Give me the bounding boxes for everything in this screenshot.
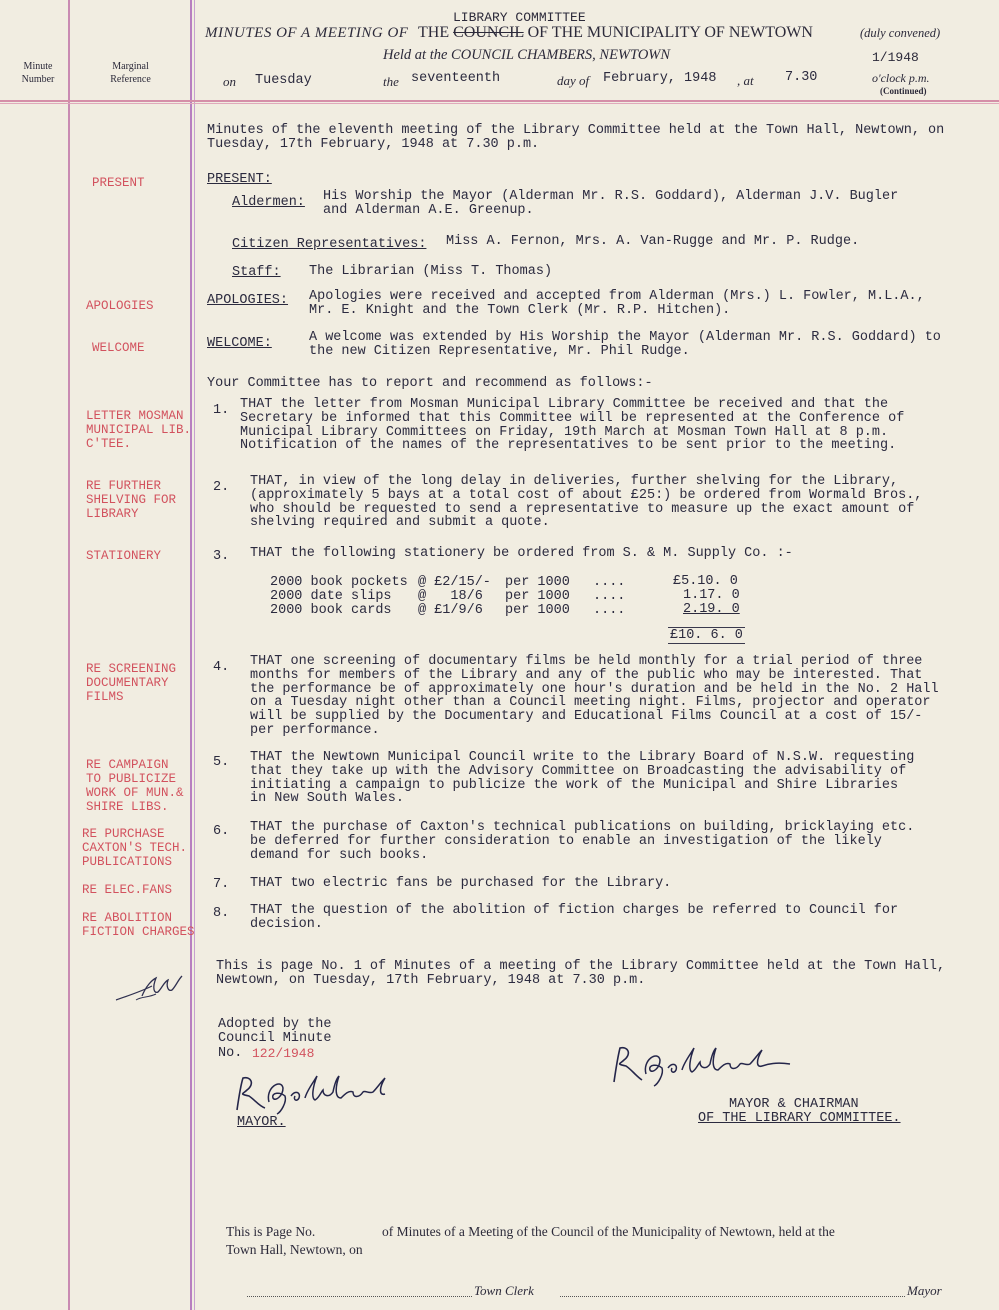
chairman-signature: [600, 1042, 810, 1090]
stationery-amount-1: £5.10. 0: [673, 574, 738, 589]
adopted-line-1: Adopted by the: [218, 1017, 332, 1032]
m5-line-1: RE CAMPAIGN: [86, 758, 169, 772]
welcome-heading: WELCOME:: [207, 336, 272, 351]
item-8-line-2: decision.: [250, 916, 323, 932]
mayor-dotline: [560, 1296, 905, 1297]
item-2-text: [250, 475, 922, 530]
council-title: [418, 24, 813, 42]
town-clerk-label: Town Clerk: [474, 1283, 534, 1298]
item-1-line-1: THAT the letter from Mosman Municipal Library Committee be received and that the: [240, 397, 889, 412]
initials-signature: [112, 970, 192, 1010]
oclock-label: o'clock p.m.: [872, 71, 930, 85]
intro-line-2: Tuesday, 17th February, 1948 at 7.30 p.m.: [207, 136, 540, 152]
margin-item-1: [86, 409, 191, 451]
page-note-line-1: This is page No. 1 of Minutes of a meeting of the Library Committee held at the Town Hall,: [216, 959, 946, 974]
item-1-line-2: Secretary be informed that this Committee will be represented at the Conference of: [240, 410, 905, 426]
report-intro: Your Committee has to report and recommend as follows:-: [207, 376, 653, 391]
item-8-number: 8.: [213, 906, 230, 921]
marginal-reference-rule: [190, 0, 192, 1310]
stationery-qty-3: 2000 book cards: [270, 603, 392, 618]
day-of-label: day of: [557, 73, 590, 88]
item-6-number: 6.: [213, 824, 230, 839]
item-1-line-3: Municipal Library Committees on Friday, 19th March at Mosman Town Hall at 8 p.m.: [240, 424, 889, 440]
item-6-line-2: be deferred for further consideration to enable an investigation of the likely: [250, 833, 882, 849]
header-rule: [0, 100, 999, 102]
margin-item-5: [86, 758, 184, 814]
stationery-per-3: per 1000: [505, 603, 570, 618]
duly-convened-label: (duly convened): [860, 26, 941, 40]
margin-item-4: [86, 662, 176, 704]
marginal-reference-column-heading: [78, 60, 183, 86]
col-number: Number: [21, 74, 55, 85]
item-5-number: 5.: [213, 755, 230, 770]
m1-line-2: MUNICIPAL LIB.: [86, 423, 192, 437]
day-ordinal: seventeenth: [411, 71, 501, 86]
item-8-text: [250, 904, 898, 932]
item-4-line-2: months for members of the Library and any of the public who may be interested. That: [250, 667, 923, 683]
welcome-line-2: the new Citizen Representative, Mr. Phil Rudge.: [309, 343, 690, 359]
m5-line-4: SHIRE LIBS.: [86, 800, 169, 814]
item-3-number: 3.: [213, 549, 230, 564]
margin-item-8: [82, 911, 195, 939]
council-prefix: THE: [418, 24, 450, 41]
citizen-text: Miss A. Fernon, Mrs. A. Van-Rugge and Mr. P. Rudge.: [446, 234, 860, 249]
m6-line-3: PUBLICATIONS: [82, 855, 173, 869]
item-6-text: [250, 821, 914, 862]
stationery-per-1: per 1000: [505, 575, 570, 590]
chairman-label-1: MAYOR & CHAIRMAN: [729, 1097, 859, 1112]
stationery-amount-3: 2.19. 0: [683, 602, 740, 617]
col-minute: Minute: [23, 61, 53, 72]
item-4-text: [250, 655, 939, 738]
item-2-line-1: THAT, in view of the long delay in deliveries, further shelving for the Library,: [250, 474, 899, 489]
welcome-line-1: A welcome was extended by His Worship the Mayor (Alderman Mr. R.S. Goddard) to: [309, 330, 941, 345]
m5-line-2: TO PUBLICIZE: [86, 772, 177, 786]
stationery-qty-1: 2000 book pockets: [270, 575, 408, 590]
footer-line-1a: This is Page No.: [226, 1224, 316, 1239]
margin-present: PRESENT: [92, 176, 145, 190]
item-5-line-1: THAT the Newtown Municipal Council write to the Library Board of N.S.W. requesting: [250, 750, 915, 765]
item-2-line-2: (approximately 5 bays at a total cost of about £25:) be ordered from Wormald Bros.,: [250, 487, 923, 503]
stationery-rate-3: @ £1/9/6: [418, 603, 483, 618]
m8-line-1: RE ABOLITION: [82, 911, 173, 925]
stationery-rate-1: @ £2/15/-: [418, 575, 491, 590]
col-marginal: Marginal: [112, 61, 149, 72]
item-4-line-1: THAT one screening of documentary films be held monthly for a trial period of three: [250, 654, 923, 669]
item-1-text: [240, 398, 904, 453]
the-label: the: [383, 74, 399, 89]
page-reference: 1/1948: [872, 50, 919, 65]
footer-line-2: Town Hall, Newtown, on: [226, 1242, 363, 1257]
item-4-line-6: per performance.: [250, 722, 380, 738]
intro-line-1: Minutes of the eleventh meeting of the Library Committee held at the Town Hall, Newtown, on: [207, 123, 945, 138]
apologies-heading: APOLOGIES:: [207, 293, 289, 308]
adopted-line-2: Council Minute: [218, 1030, 332, 1046]
staff-text: The Librarian (Miss T. Thomas): [309, 264, 553, 279]
meeting-time: 7.30: [785, 70, 818, 85]
item-5-line-4: in New South Wales.: [250, 791, 404, 807]
margin-item-7: RE ELEC.FANS: [82, 883, 173, 897]
stationery-dots-2: ....: [593, 589, 626, 604]
item-5-line-2: that they take up with the Advisory Committee on Broadcasting the advisability of: [250, 763, 907, 779]
town-clerk-dotline: [247, 1296, 472, 1297]
aldermen-line-2: and Alderman A.E. Greenup.: [323, 202, 534, 218]
m2-line-2: SHELVING FOR: [86, 493, 177, 507]
margin-welcome: WELCOME: [92, 341, 145, 355]
continued-label: (Continued): [880, 86, 927, 96]
aldermen-text: [323, 190, 898, 218]
library-committee-title: LIBRARY COMMITTEE: [453, 10, 586, 25]
chairman-label-2: OF THE LIBRARY COMMITTEE.: [698, 1111, 901, 1126]
stationery-amount-2: 1.17. 0: [683, 588, 740, 603]
apologies-text: [309, 290, 925, 318]
apologies-line-2: Mr. E. Knight and the Town Clerk (Mr. R.P. Hitchen).: [309, 302, 731, 318]
m2-line-1: RE FURTHER: [86, 479, 162, 493]
item-7-number: 7.: [213, 877, 230, 892]
day-name: Tuesday: [255, 73, 312, 88]
adopted-no-label: No.: [218, 1046, 243, 1061]
m4-line-3: FILMS: [86, 690, 124, 704]
aldermen-label: Aldermen:: [232, 195, 305, 210]
item-2-number: 2.: [213, 480, 230, 495]
m2-line-3: LIBRARY: [86, 507, 139, 521]
municipality-title: OF THE MUNICIPALITY OF NEWTOWN: [527, 24, 813, 41]
margin-item-6: [82, 827, 187, 869]
item-1-number: 1.: [213, 403, 230, 418]
council-word: COUNCIL: [453, 24, 524, 41]
minutes-of-meeting-label: MINUTES OF A MEETING OF: [205, 25, 409, 41]
stationery-rate-2: @ 18/6: [418, 589, 483, 604]
welcome-text: [309, 331, 941, 359]
footer-line-1b: of Minutes of a Meeting of the Council of the Municipality of Newtown, held at the: [382, 1224, 835, 1239]
item-6-line-3: demand for such books.: [250, 847, 429, 863]
item-1-line-4: Notification of the names of the representatives to be sent prior to the meeting.: [240, 438, 897, 454]
footer-mayor-label: Mayor: [907, 1283, 942, 1298]
item-4-line-4: on a Tuesday night other than a Council meeting night. Films, projector and operator: [250, 695, 931, 711]
m1-line-3: C'TEE.: [86, 437, 132, 451]
m8-line-2: FICTION CHARGES: [82, 925, 195, 939]
stationery-dots-3: ....: [593, 603, 626, 618]
mayor-label: MAYOR.: [237, 1115, 286, 1130]
item-2-line-4: shelving required and submit a quote.: [250, 515, 550, 531]
adopted-block: [218, 1018, 331, 1046]
mayor-signature: [225, 1072, 425, 1117]
marginal-reference-rule-2: [194, 0, 195, 1310]
citizen-label: Citizen Representatives:: [232, 237, 427, 252]
margin-item-2: [86, 479, 176, 521]
staff-label: Staff:: [232, 265, 281, 280]
page-note: [216, 960, 945, 988]
stationery-total: £10. 6. 0: [670, 628, 743, 643]
item-4-line-3: the performance be of approximately one hour's duration and be held in the No. 2 Hall: [250, 681, 939, 697]
held-at-label: Held at the COUNCIL CHAMBERS, NEWTOWN: [383, 47, 671, 63]
m4-line-1: RE SCREENING: [86, 662, 177, 676]
item-4-line-5: will be supplied by the Documentary and Educational Films Council at a cost of 15/-: [250, 709, 923, 725]
item-4-number: 4.: [213, 660, 230, 675]
stationery-dots-1: ....: [593, 575, 626, 590]
on-label: on: [223, 74, 236, 89]
m4-line-2: DOCUMENTARY: [86, 676, 169, 690]
header-rule-2: [0, 103, 999, 104]
item-3-text: THAT the following stationery be ordered from S. & M. Supply Co. :-: [250, 546, 793, 561]
m6-line-2: CAXTON'S TECH.: [82, 841, 188, 855]
at-label: , at: [737, 73, 754, 88]
item-6-line-1: THAT the purchase of Caxton's technical publications on building, bricklaying etc.: [250, 820, 915, 835]
item-5-text: [250, 751, 914, 806]
m1-line-1: LETTER MOSMAN: [86, 409, 184, 423]
item-8-line-1: THAT the question of the abolition of fiction charges be referred to Council for: [250, 903, 899, 918]
adopted-minute-number: 122/1948: [252, 1046, 315, 1061]
item-5-line-3: initiating a campaign to publicize the work of the Municipal and Shire Libraries: [250, 777, 899, 793]
col-reference: Reference: [110, 74, 151, 85]
stationery-qty-2: 2000 date slips: [270, 589, 392, 604]
present-heading: PRESENT:: [207, 172, 272, 187]
item-7-text: THAT two electric fans be purchased for the Library.: [250, 876, 672, 891]
m5-line-3: WORK OF MUN.&: [86, 786, 184, 800]
m6-line-1: RE PURCHASE: [82, 827, 165, 841]
margin-item-3: STATIONERY: [86, 549, 162, 563]
page-note-line-2: Newtown, on Tuesday, 17th February, 1948 at 7.30 p.m.: [216, 972, 646, 988]
intro-paragraph: [207, 124, 944, 152]
margin-apologies: APOLOGIES: [86, 299, 154, 313]
minute-number-column-heading: [10, 60, 66, 86]
aldermen-line-1: His Worship the Mayor (Alderman Mr. R.S. Goddard), Alderman J.V. Bugler: [323, 189, 899, 204]
apologies-line-1: Apologies were received and accepted from Alderman (Mrs.) L. Fowler, M.L.A.,: [309, 289, 925, 304]
item-2-line-3: who should be requested to send a representative to measure up the exact amount of: [250, 501, 915, 517]
month-year: February, 1948: [603, 71, 717, 86]
stationery-per-2: per 1000: [505, 589, 570, 604]
minute-number-rule: [68, 0, 70, 1310]
